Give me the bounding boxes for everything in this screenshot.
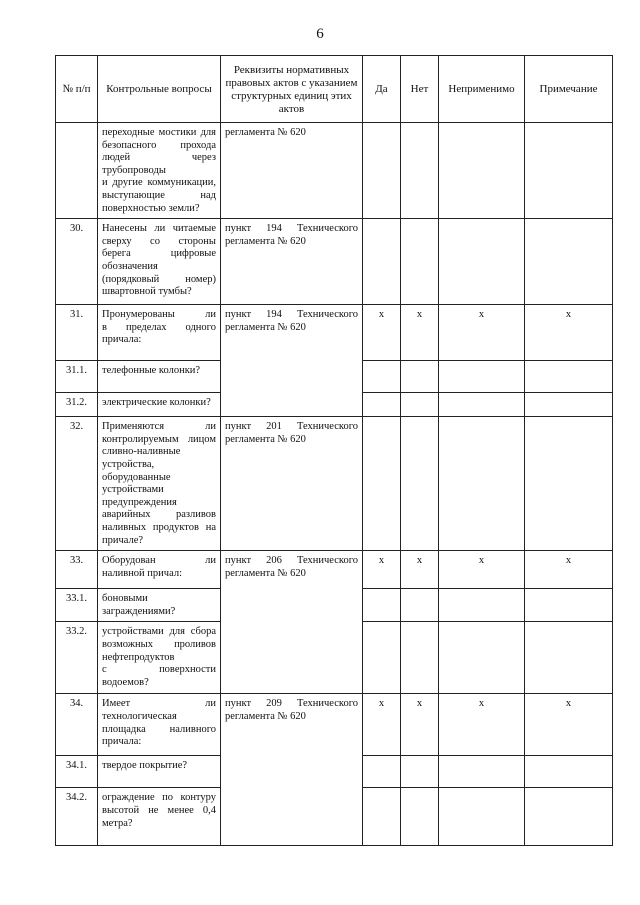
table-row [56,219,613,305]
yes-cell [363,622,401,694]
table-row [56,417,613,551]
not-applicable-cell [439,417,525,551]
no-cell: x [401,551,439,589]
row-number: 33.2. [56,622,98,694]
no-cell [401,756,439,788]
header-yes: Да [363,56,401,123]
question-line: швартовной тумбы? [102,286,192,298]
requisites-cell: пункт 209 Технического регламента № 620 [221,694,363,846]
note-cell: x [525,551,613,589]
no-cell: x [401,694,439,756]
yes-cell [363,756,401,788]
question-cell [98,622,221,694]
no-cell [401,123,439,219]
no-cell [401,219,439,305]
note-cell [525,123,613,219]
question-line: обозначения [102,260,158,272]
row-number [56,123,98,219]
not-applicable-cell [439,393,525,417]
question-cell [98,393,221,417]
yes-cell [363,589,401,622]
question-line: нефтепродуктов [102,651,175,663]
yes-cell [363,788,401,846]
question-cell [98,788,221,846]
question-line: площадка наливного [102,723,216,735]
question-cell [98,123,221,219]
table-row [56,694,613,756]
question-cell [98,361,221,393]
question-line: наливной причал: [102,567,182,579]
not-applicable-cell [439,219,525,305]
question-line: технологическая [102,710,177,722]
question-line: ограждение по контуру [102,792,216,804]
question-line: переходные мостики для [102,127,216,138]
question-line: твердое покрытие? [102,760,188,772]
header-num: № п/п [56,56,98,123]
row-number: 34.1. [56,756,98,788]
question-line: телефонные колонки? [102,365,201,377]
note-cell [525,219,613,305]
table-header-row [56,56,613,123]
not-applicable-cell: x [439,305,525,361]
question-line: безопасного прохода [102,139,216,151]
yes-cell [363,361,401,393]
row-number: 32. [56,417,98,551]
question-line: электрические колонки? [102,397,211,409]
question-cell [98,756,221,788]
question-cell [98,589,221,622]
question-line: Применяются ли [102,421,216,433]
question-cell [98,219,221,305]
table-row [56,123,613,219]
question-line: устройствами [102,484,164,496]
question-line: аварийных разливов [102,509,216,521]
not-applicable-cell [439,361,525,393]
note-cell: x [525,694,613,756]
question-line: устройства, [102,458,155,470]
question-line: поверхностью земли? [102,202,200,214]
row-number: 31.1. [56,361,98,393]
row-number: 31.2. [56,393,98,417]
note-cell: x [525,305,613,361]
note-cell [525,788,613,846]
no-cell [401,788,439,846]
row-number: 33.1. [56,589,98,622]
header-questions: Контрольные вопросы [98,56,221,123]
question-line: трубопроводы [102,164,166,176]
yes-cell [363,219,401,305]
not-applicable-cell: x [439,551,525,589]
note-cell [525,756,613,788]
note-cell [525,622,613,694]
note-cell [525,417,613,551]
header-requisites: Реквизиты нормативных правовых актов с указанием структурных единиц этих актов [221,56,363,123]
note-cell [525,589,613,622]
yes-cell: x [363,305,401,361]
not-applicable-cell [439,589,525,622]
question-line: выступающие над [102,189,216,201]
question-line: людей через [102,152,216,164]
question-line: сливно-наливные [102,446,181,458]
header-no: Нет [401,56,439,123]
question-line: устройствами для сбора [102,626,216,638]
question-cell [98,305,221,361]
question-line: оборудованные [102,471,171,483]
question-line: и другие коммуникации, [102,177,216,189]
not-applicable-cell [439,788,525,846]
not-applicable-cell: x [439,694,525,756]
yes-cell [363,123,401,219]
control-questions-table [55,55,613,846]
question-cell [98,417,221,551]
page-number: 6 [316,26,324,42]
question-line: боновыми [102,593,148,605]
question-line: метра? [102,817,133,829]
question-line: возможных проливов [102,638,216,650]
question-line: Имеет ли [102,698,216,710]
question-line: водоемов? [102,676,149,688]
no-cell: x [401,305,439,361]
no-cell [401,361,439,393]
question-line: (порядковый номер) [102,273,216,285]
question-line: наливных продуктов на [102,521,216,533]
question-cell [98,694,221,756]
requisites-cell: пункт 201 Технического регламента № 620 [221,417,363,551]
question-line: заграждениями? [102,605,176,617]
question-cell [98,551,221,589]
requisites-cell: пункт 206 Технического регламента № 620 [221,551,363,694]
table-row [56,551,613,589]
requisites-cell: регламента № 620 [221,123,363,219]
question-line: с поверхности [102,664,216,676]
question-line: Нанесены ли читаемые [102,223,216,235]
not-applicable-cell [439,622,525,694]
question-line: предупреждения [102,496,177,508]
question-line: берега цифровые [102,248,216,260]
question-line: Оборудован ли [102,555,216,567]
yes-cell [363,393,401,417]
yes-cell: x [363,551,401,589]
question-line: сверху со стороны [102,235,216,247]
requisites-cell: пункт 194 Технического регламента № 620 [221,219,363,305]
header-note: Примечание [525,56,613,123]
table-row [56,305,613,361]
question-line: причала: [102,334,142,346]
question-line: Пронумерованы ли [102,309,216,321]
no-cell [401,622,439,694]
question-line: причале? [102,534,144,546]
row-number: 33. [56,551,98,589]
yes-cell: x [363,694,401,756]
yes-cell [363,417,401,551]
no-cell [401,417,439,551]
question-line: контролируемым лицом [102,433,216,445]
row-number: 34. [56,694,98,756]
requisites-cell: пункт 194 Технического регламента № 620 [221,305,363,417]
note-cell [525,393,613,417]
note-cell [525,361,613,393]
no-cell [401,589,439,622]
header-not-applicable: Неприменимо [439,56,525,123]
question-line: в пределах одного [102,321,216,333]
question-line: высотой не менее 0,4 [102,804,216,816]
not-applicable-cell [439,123,525,219]
question-line: причала: [102,736,142,748]
row-number: 31. [56,305,98,361]
no-cell [401,393,439,417]
not-applicable-cell [439,756,525,788]
row-number: 30. [56,219,98,305]
row-number: 34.2. [56,788,98,846]
